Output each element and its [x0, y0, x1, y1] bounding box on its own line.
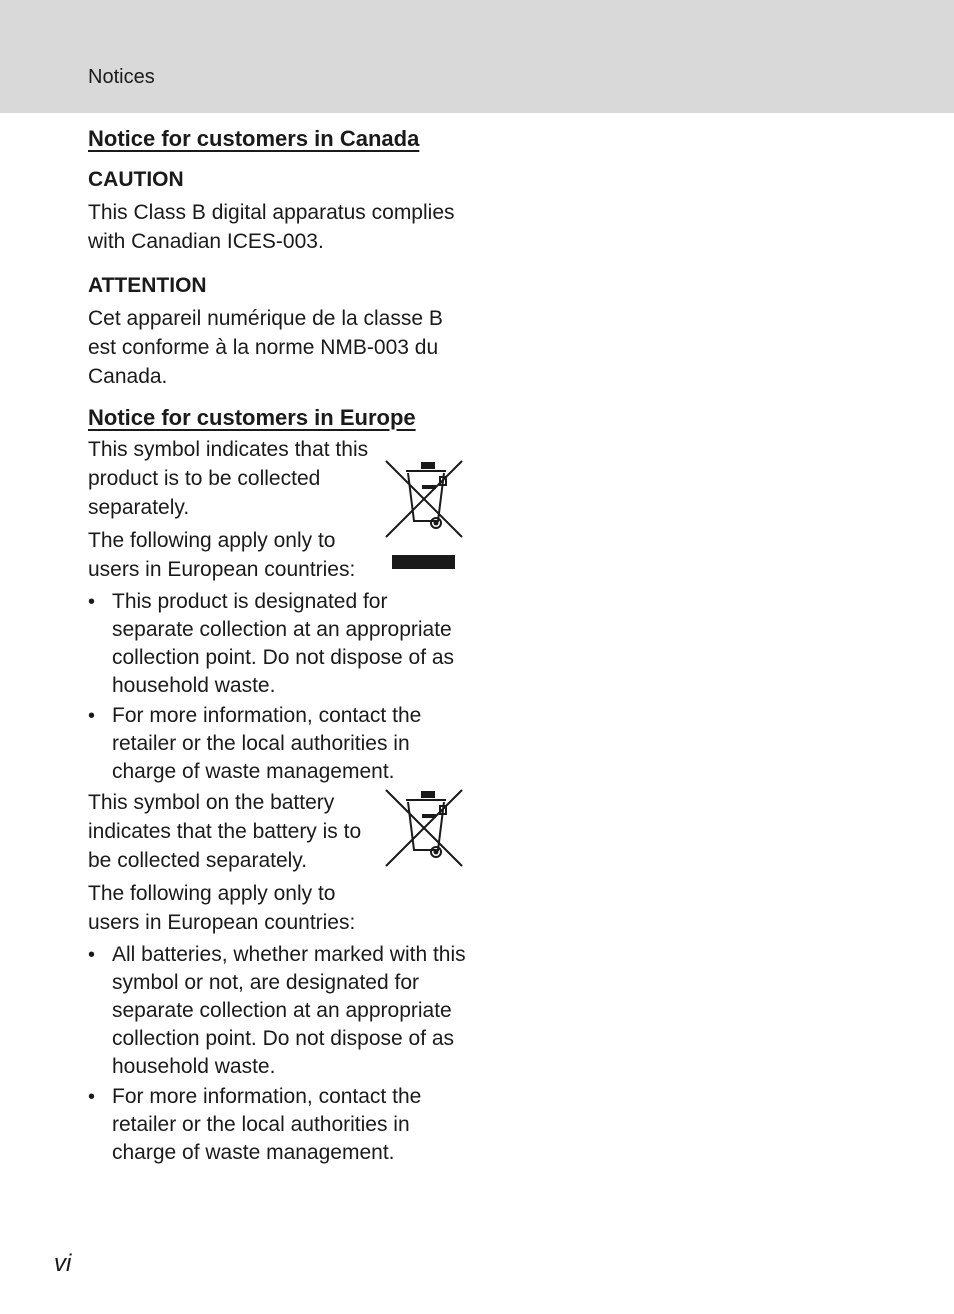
- europe-heading: Notice for customers in Europe: [88, 405, 416, 430]
- section-title: Notices: [88, 66, 155, 88]
- list-item: • For more information, contact the retailer or the local authorities in charge of waste management.: [88, 702, 468, 786]
- caution-label: CAUTION: [88, 168, 184, 191]
- battery-symbol-text: This symbol on the battery indicates that the battery is to be collected separately.: [88, 791, 362, 872]
- battery-bullet-list: [88, 941, 468, 1167]
- list-item: • For more information, contact the retailer or the local authorities in charge of waste management.: [88, 1083, 468, 1167]
- symbol-text: This symbol indicates that this product is to be collected separately.: [88, 438, 369, 519]
- product-symbol-block: [88, 435, 468, 584]
- crossed-out-wheelie-bin-with-bar-icon: [384, 459, 468, 571]
- header-band: [0, 0, 954, 113]
- canada-heading: Notice for customers in Canada: [88, 126, 420, 151]
- battery-apply-text: The following apply only to users in European countries:: [88, 882, 356, 934]
- crossed-out-wheelie-bin-icon: [384, 788, 468, 872]
- list-item: • All batteries, whether marked with this symbol or not, are designated for separate collection at an appropriate collection point. Do not dispose of as household waste.: [88, 941, 468, 1081]
- attention-label: ATTENTION: [88, 274, 207, 297]
- battery-symbol-block: [88, 788, 468, 937]
- attention-text: Cet appareil numérique de la classe B est conforme à la norme NMB-003 du Canada.: [88, 307, 443, 388]
- list-item: • This product is designated for separate collection at an appropriate collection point. Do not dispose of as household waste.: [88, 588, 468, 700]
- main-content: [88, 124, 468, 1167]
- product-bullet-list: [88, 588, 468, 786]
- page-number: vi: [54, 1250, 72, 1277]
- caution-text: This Class B digital apparatus complies with Canadian ICES-003.: [88, 201, 455, 253]
- apply-text: The following apply only to users in European countries:: [88, 529, 356, 581]
